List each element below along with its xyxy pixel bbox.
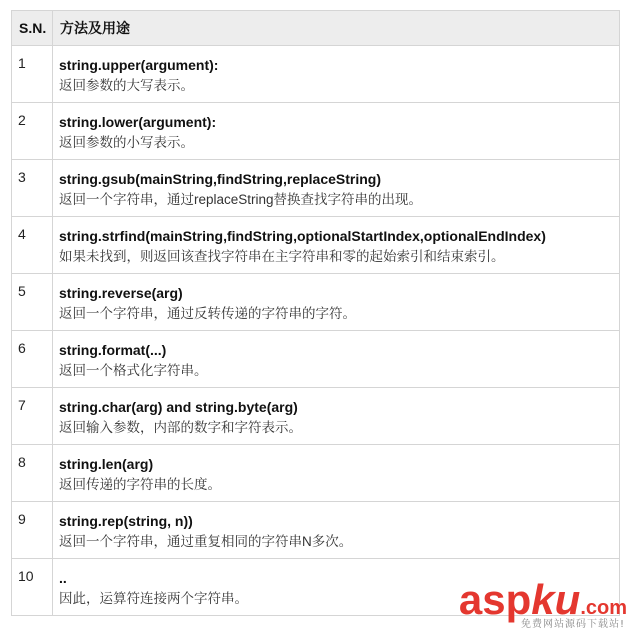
method-description: 返回一个字符串，通过重复相同的字符串N多次。 [59,534,353,549]
method-signature: string.reverse(arg) [59,285,183,301]
table-row [12,502,620,559]
row-sn: 3 [12,160,53,217]
watermark-main: aspku.com [458,576,627,623]
method-description: 返回参数的大写表示。 [59,78,194,93]
method-signature: string.format(...) [59,342,167,358]
row-sn: 5 [12,274,53,331]
method-description: 返回参数的小写表示。 [59,135,194,150]
method-signature: string.char(arg) and string.byte(arg) [59,399,298,415]
method-description: 返回输入参数，内部的数字和字符表示。 [59,420,302,435]
table-row [12,445,620,502]
method-description: 返回一个格式化字符串。 [59,363,208,378]
method-description: 返回一个字符串，通过replaceString替换查找字符串的出现。 [59,192,423,207]
header-sn: S.N. [12,11,53,46]
row-sn: 1 [12,46,53,103]
row-sn: 4 [12,217,53,274]
row-sn: 6 [12,331,53,388]
table-row [12,160,620,217]
table-row [12,274,620,331]
method-signature: string.rep(string, n)) [59,513,193,529]
row-method-cell [53,274,620,331]
row-sn: 9 [12,502,53,559]
methods-table [11,10,620,616]
method-signature: .. [59,570,67,586]
table-row [12,46,620,103]
table-row [12,217,620,274]
header-method: 方法及用途 [53,11,620,46]
watermark-sub: 免费网站源码下载站! [520,619,625,630]
method-description: 如果未找到，则返回该查找字符串在主字符串和零的起始索引和结束索引。 [59,249,505,264]
row-method-cell [53,217,620,274]
row-sn: 2 [12,103,53,160]
table-row [12,331,620,388]
method-description: 因此，运算符连接两个字符串。 [59,591,248,606]
row-method-cell [53,445,620,502]
watermark-logo [457,576,627,630]
method-signature: string.gsub(mainString,findString,replaceString) [59,171,382,187]
table-row [12,388,620,445]
method-description: 返回传递的字符串的长度。 [59,477,221,492]
row-method-cell [53,388,620,445]
method-signature: string.upper(argument): [59,57,219,73]
table-header-row [12,11,620,46]
row-sn: 10 [12,559,53,616]
method-description: 返回一个字符串，通过反转传递的字符串的字符。 [59,306,356,321]
method-signature: string.strfind(mainString,findString,optionalStartIndex,optionalEndIndex) [59,228,546,244]
row-method-cell [53,331,620,388]
row-sn: 8 [12,445,53,502]
row-sn: 7 [12,388,53,445]
row-method-cell [53,46,620,103]
method-signature: string.lower(argument): [59,114,217,130]
row-method-cell [53,160,620,217]
row-method-cell [53,103,620,160]
method-signature: string.len(arg) [59,456,154,472]
row-method-cell [53,502,620,559]
table-row [12,103,620,160]
